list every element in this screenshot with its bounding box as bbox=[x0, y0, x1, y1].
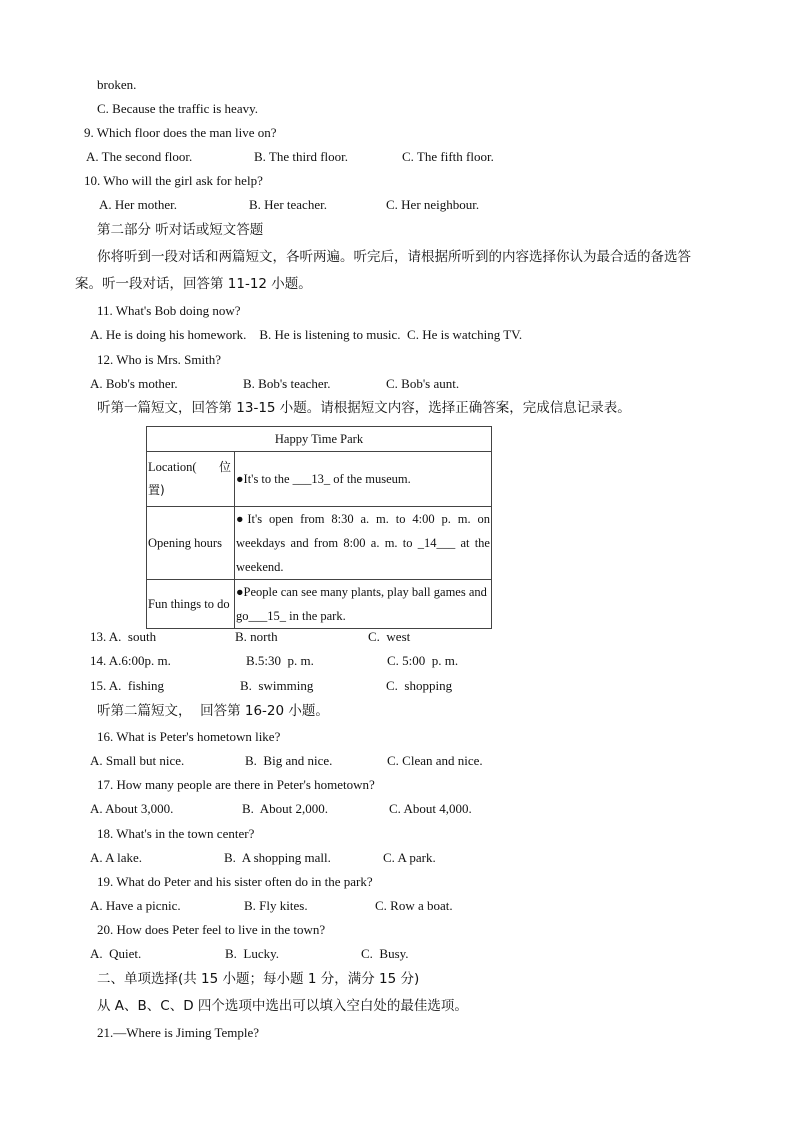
answer-13-c: C. west bbox=[368, 629, 411, 644]
option-a: A. Quiet. bbox=[90, 946, 142, 961]
option-b: B. About 2,000. bbox=[242, 801, 328, 816]
question-11: 11. What's Bob doing now? bbox=[97, 303, 241, 318]
option-b: B. A shopping mall. bbox=[224, 850, 331, 865]
option-b: B. Fly kites. bbox=[244, 898, 308, 913]
question-19: 19. What do Peter and his sister often do in the park? bbox=[97, 874, 373, 889]
table-label-location: Location( 位 置) bbox=[147, 452, 235, 507]
text-line: broken. bbox=[97, 77, 137, 92]
option-a: A. Her mother. bbox=[99, 197, 177, 212]
section-heading: 二、单项选择(共 15 小题；每小题 1 分，满分 15 分) bbox=[97, 971, 420, 987]
answer-13-a: 13. A. south bbox=[90, 629, 157, 644]
option-c: C. Busy. bbox=[361, 946, 409, 961]
table-label-fun-things: Fun things to do bbox=[147, 580, 235, 629]
option-c: C. A park. bbox=[383, 850, 436, 865]
option-c: C. Bob's aunt. bbox=[386, 376, 460, 391]
option-a: A. Bob's mother. bbox=[90, 376, 178, 391]
question-12: 12. Who is Mrs. Smith? bbox=[97, 352, 221, 367]
info-table bbox=[146, 426, 492, 629]
question-21: 21.—Where is Jiming Temple? bbox=[97, 1025, 260, 1040]
option-c: C. Row a boat. bbox=[375, 898, 453, 913]
section-heading: 第二部分 听对话或短文答题 bbox=[97, 222, 264, 238]
question-20: 20. How does Peter feel to live in the town? bbox=[97, 922, 326, 937]
option-b: B. Her teacher. bbox=[249, 197, 327, 212]
option-c: C. Because the traffic is heavy. bbox=[97, 101, 258, 116]
answer-13-b: B. north bbox=[235, 629, 278, 644]
instructions: 案。听一段对话，回答第 11-12 小题。 bbox=[75, 276, 312, 292]
question-16: 16. What is Peter's hometown like? bbox=[97, 729, 281, 744]
option-a: A. Have a picnic. bbox=[90, 898, 181, 913]
answer-15-c: C. shopping bbox=[386, 678, 453, 693]
table-value-location: ●It's to the ___13_ of the museum. bbox=[235, 452, 492, 507]
option-b: B. Big and nice. bbox=[245, 753, 333, 768]
option-a: A. A lake. bbox=[90, 850, 142, 865]
question-17: 17. How many people are there in Peter's hometown? bbox=[97, 777, 375, 792]
option-b: B. Lucky. bbox=[225, 946, 280, 961]
question-18: 18. What's in the town center? bbox=[97, 826, 255, 841]
option-c: C. Her neighbour. bbox=[386, 197, 480, 212]
answer-15-b: B. swimming bbox=[240, 678, 314, 693]
table-label-opening-hours: Opening hours bbox=[147, 507, 235, 580]
option-b: B. Bob's teacher. bbox=[243, 376, 331, 391]
question-10: 10. Who will the girl ask for help? bbox=[84, 173, 263, 188]
table-value-fun-things: ●People can see many plants, play ball games and go___15_ in the park. bbox=[235, 580, 492, 629]
answer-15-a: 15. A. fishing bbox=[90, 678, 165, 693]
option-c: C. Clean and nice. bbox=[387, 753, 483, 768]
question-9: 9. Which floor does the man live on? bbox=[84, 125, 277, 140]
answer-14-b: B.5:30 p. m. bbox=[246, 653, 314, 668]
option-a: A. Small but nice. bbox=[90, 753, 185, 768]
answer-14-a: 14. A.6:00p. m. bbox=[90, 653, 171, 668]
instructions: 听第一篇短文，回答第 13-15 小题。请根据短文内容，选择正确答案，完成信息记录表。 bbox=[97, 400, 631, 416]
option-a: A. The second floor. bbox=[86, 149, 193, 164]
table-value-opening-hours: ●It's open from 8:30 a. m. to 4:00 p. m. on weekdays and from 8:00 a. m. to _14___ at the weekend. bbox=[235, 507, 492, 580]
option-a: A. About 3,000. bbox=[90, 801, 174, 816]
instructions: 你将听到一段对话和两篇短文，各听两遍。听完后，请根据所听到的内容选择你认为最合适的备选答 bbox=[97, 249, 691, 265]
question-11-options: A. He is doing his homework. B. He is listening to music. C. He is watching TV. bbox=[90, 327, 523, 342]
option-c: C. About 4,000. bbox=[389, 801, 472, 816]
option-b: B. The third floor. bbox=[254, 149, 349, 164]
answer-14-c: C. 5:00 p. m. bbox=[387, 653, 459, 668]
table-title: Happy Time Park bbox=[147, 427, 492, 452]
option-c: C. The fifth floor. bbox=[402, 149, 494, 164]
instructions: 听第二篇短文， 回答第 16-20 小题。 bbox=[97, 703, 329, 719]
instructions: 从 A、B、C、D 四个选项中选出可以填入空白处的最佳选项。 bbox=[97, 998, 468, 1014]
